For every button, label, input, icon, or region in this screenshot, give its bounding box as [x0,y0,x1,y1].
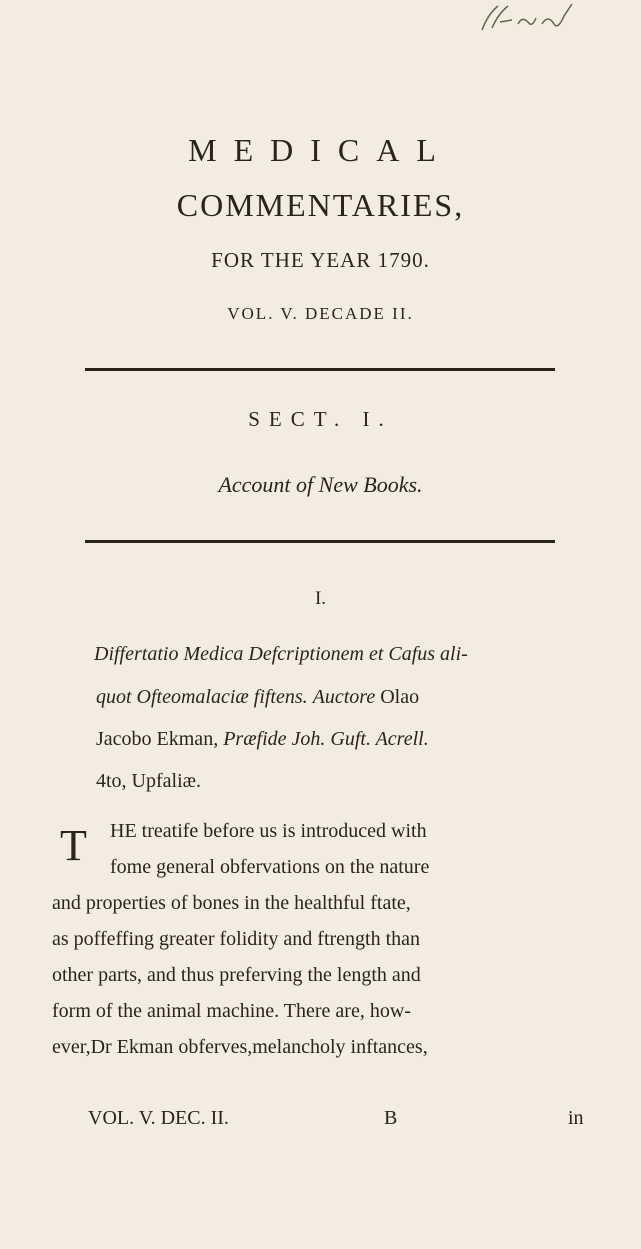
citation-line-1: Differtatio Medica Defcriptionem et Cafus ali- [94,643,468,665]
entry-number: I. [314,588,327,609]
handwritten-annotation [478,0,598,40]
body-line: other parts, and thus preferving the length and [52,964,421,986]
citation-line-2 [96,686,419,709]
body-line: fome general obfervations on the nature [110,856,430,878]
section-heading: Account of New Books. [218,472,423,497]
drop-cap: T [60,821,87,870]
section-label: SECT. I. [248,407,393,431]
body-line: form of the animal machine. There are, how- [52,1000,411,1022]
body-line: ever,Dr Ekman obferves,melancholy inftances, [52,1036,428,1058]
catchword: in [568,1107,584,1129]
divider-rule-bottom [85,540,555,543]
signature-line: VOL. V. DEC. II. [88,1107,229,1129]
title-commentaries: COMMENTARIES, [176,187,465,223]
title-volume: VOL. V. DECADE II. [227,304,414,323]
citation-author-name: Jacobo Ekman, [96,728,219,750]
title-medical: MEDICAL [188,132,453,168]
citation-line-3 [96,728,429,751]
body-line: and properties of bones in the healthful ftate, [52,892,411,914]
citation-praeside: Præfide Joh. Guft. Acrell. [223,728,429,750]
citation-auctore: Auctore [312,686,376,708]
signature-mark: B [384,1107,398,1129]
title-year: FOR THE YEAR 1790. [211,248,430,272]
citation-line-4: 4to, Upfaliæ. [96,770,201,792]
body-line: HE treatife before us is introduced with [110,820,427,842]
handwriting-mark [478,0,598,40]
citation-title-part: quot Ofteomalaciæ fiftens. [96,686,308,708]
divider-rule-top [85,368,555,371]
body-line: as poffeffing greater folidity and ftrength than [52,928,421,950]
citation-author-first: Olao [380,686,420,708]
